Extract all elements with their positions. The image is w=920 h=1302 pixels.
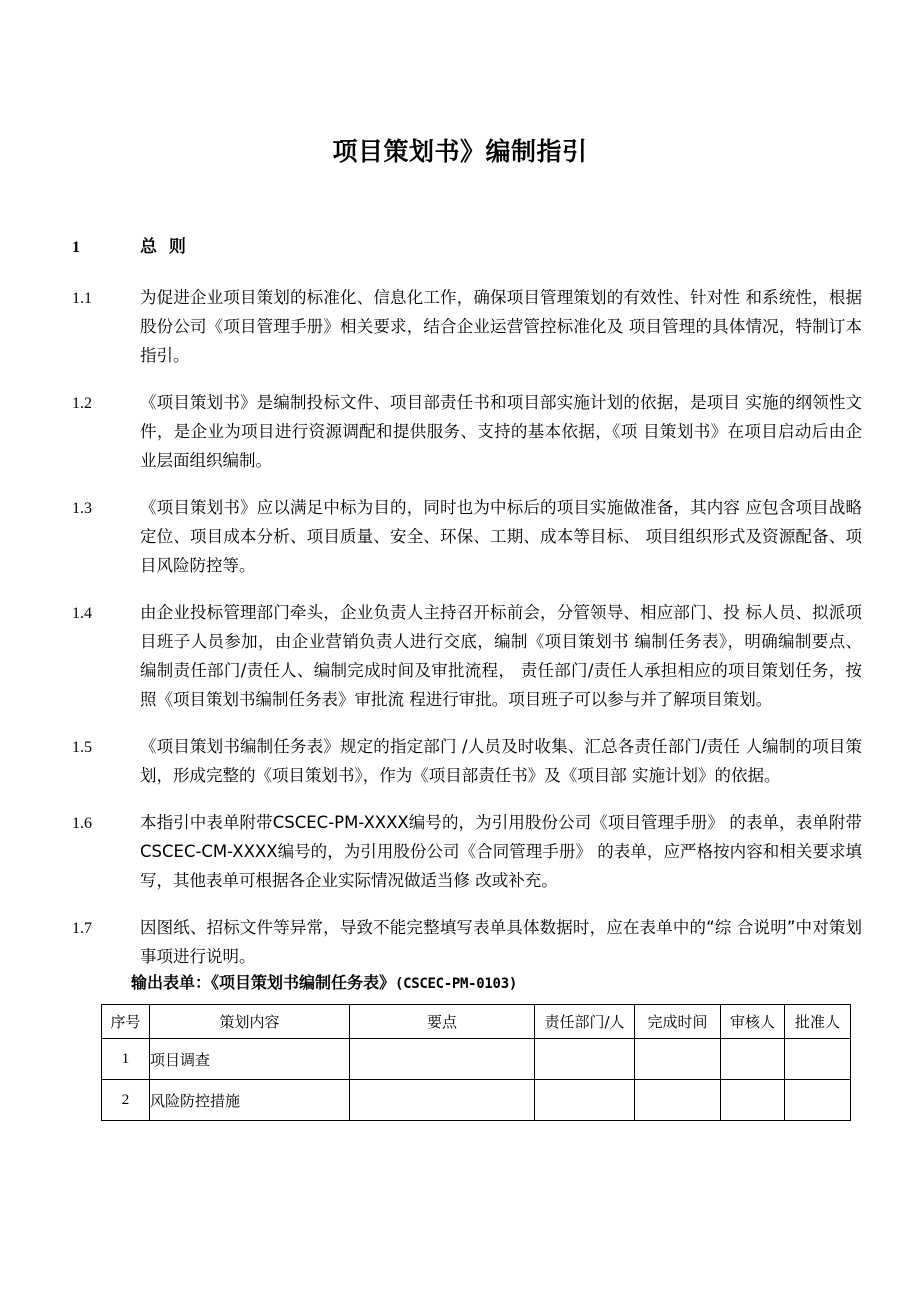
clause-item [0, 283, 920, 370]
clause-item [0, 732, 920, 790]
output-form-label: 输出表单：《项目策划书编制任务表》 [131, 973, 396, 992]
cell-approver[interactable] [785, 1039, 851, 1080]
clause-item [0, 598, 920, 714]
clause-number: 1.4 [72, 605, 92, 622]
cell-time[interactable] [635, 1039, 721, 1080]
cell-dept[interactable] [535, 1039, 635, 1080]
clause-item [0, 388, 920, 475]
clause-text: 为促进企业项目策划的标准化、信息化工作，确保项目管理策划的有效性、针对性 和系统性，根据股份公司《项目管理手册》相关要求，结合企业运营管控标准化及 项目管理的具体情况，特制订本指引。 [140, 288, 862, 365]
column-header-index: 序号 [102, 1005, 150, 1039]
clause-number: 1.3 [72, 500, 92, 517]
column-header-dept: 责任部门/人 [535, 1005, 635, 1039]
task-table-container [101, 1004, 840, 1121]
clause-number: 1.1 [72, 290, 92, 307]
column-header-approver: 批准人 [785, 1005, 851, 1039]
clause-list [0, 283, 920, 989]
cell-time[interactable] [635, 1080, 721, 1121]
section-heading-row [0, 234, 920, 261]
clause-number: 1.2 [72, 395, 92, 412]
cell-approver[interactable] [785, 1080, 851, 1121]
clause-text: 《项目策划书编制任务表》规定的指定部门 /人员及时收集、汇总各责任部门/责任 人编制的项目策划，形成完整的《项目策划书》，作为《项目部责任书》及《项目部 实施计划》的依据。 [140, 737, 862, 785]
column-header-reviewer: 审核人 [721, 1005, 785, 1039]
clause-text: 因图纸、招标文件等异常，导致不能完整填写表单具体数据时，应在表单中的“综 合说明”中对策划事项进行说明。 [140, 918, 862, 966]
clause-number: 1.6 [72, 815, 92, 832]
clause-item [0, 808, 920, 895]
column-header-time: 完成时间 [635, 1005, 721, 1039]
column-header-point: 要点 [350, 1005, 535, 1039]
clause-text: 《项目策划书》是编制投标文件、项目部责任书和项目部实施计划的依据，是项目 实施的纲领性文件，是企业为项目进行资源调配和提供服务、支持的基本依据，《项 目策划书》在项目启动后由企业层面组织编制。 [140, 393, 862, 470]
table-header [102, 1005, 851, 1039]
cell-point[interactable] [350, 1039, 535, 1080]
output-form-caption [131, 970, 517, 997]
table-body [102, 1039, 851, 1121]
planning-task-table [101, 1004, 851, 1121]
cell-point[interactable] [350, 1080, 535, 1121]
table-header-row [102, 1005, 851, 1039]
clause-item [0, 493, 920, 580]
clause-item [0, 913, 920, 971]
table-row [102, 1039, 851, 1080]
clause-text: 本指引中表单附带CSCEC-PM-XXXX编号的，为引用股份公司《项目管理手册》 的表单，表单附带CSCEC-CM-XXXX编号的，为引用股份公司《合同管理手册》 的表单，应严格按内容和相关要求填写，其他表单可根据各企业实际情况做适当修 改或补充。 [140, 813, 862, 890]
clause-number: 1.5 [72, 739, 92, 756]
page-title: 项目策划书》编制指引 [332, 136, 588, 166]
clause-text: 《项目策划书》应以满足中标为目的，同时也为中标后的项目实施做准备，其内容 应包含项目战略定位、项目成本分析、项目质量、安全、环保、工期、成本等目标、 项目组织形式及资源配备、项目风险防控等。 [140, 498, 862, 575]
table-row [102, 1080, 851, 1121]
section-title: 总 则 [140, 237, 189, 257]
cell-index: 2 [102, 1080, 150, 1121]
cell-reviewer[interactable] [721, 1080, 785, 1121]
output-form-code: (CSCEC-PM-0103) [395, 976, 517, 992]
section-heading [0, 234, 920, 261]
cell-content[interactable]: 风险防控措施 [150, 1080, 350, 1121]
column-header-content: 策划内容 [150, 1005, 350, 1039]
clause-number: 1.7 [72, 920, 92, 937]
cell-reviewer[interactable] [721, 1039, 785, 1080]
cell-dept[interactable] [535, 1080, 635, 1121]
cell-index: 1 [102, 1039, 150, 1080]
clause-text: 由企业投标管理部门牵头，企业负责人主持召开标前会，分管领导、相应部门、投 标人员、拟派项目班子人员参加，由企业营销负责人进行交底，编制《项目策划书 编制任务表》，明确编制要点、编制责任部门/责任人、编制完成时间及审批流程， 责任部门/责任人承担相应的项目策划任务，按照《项目策划书编制任务表》审批流 程进行审批。项目班子可以参与并了解项目策划。 [140, 603, 862, 709]
section-number: 1 [72, 239, 80, 256]
cell-content[interactable]: 项目调查 [150, 1039, 350, 1080]
